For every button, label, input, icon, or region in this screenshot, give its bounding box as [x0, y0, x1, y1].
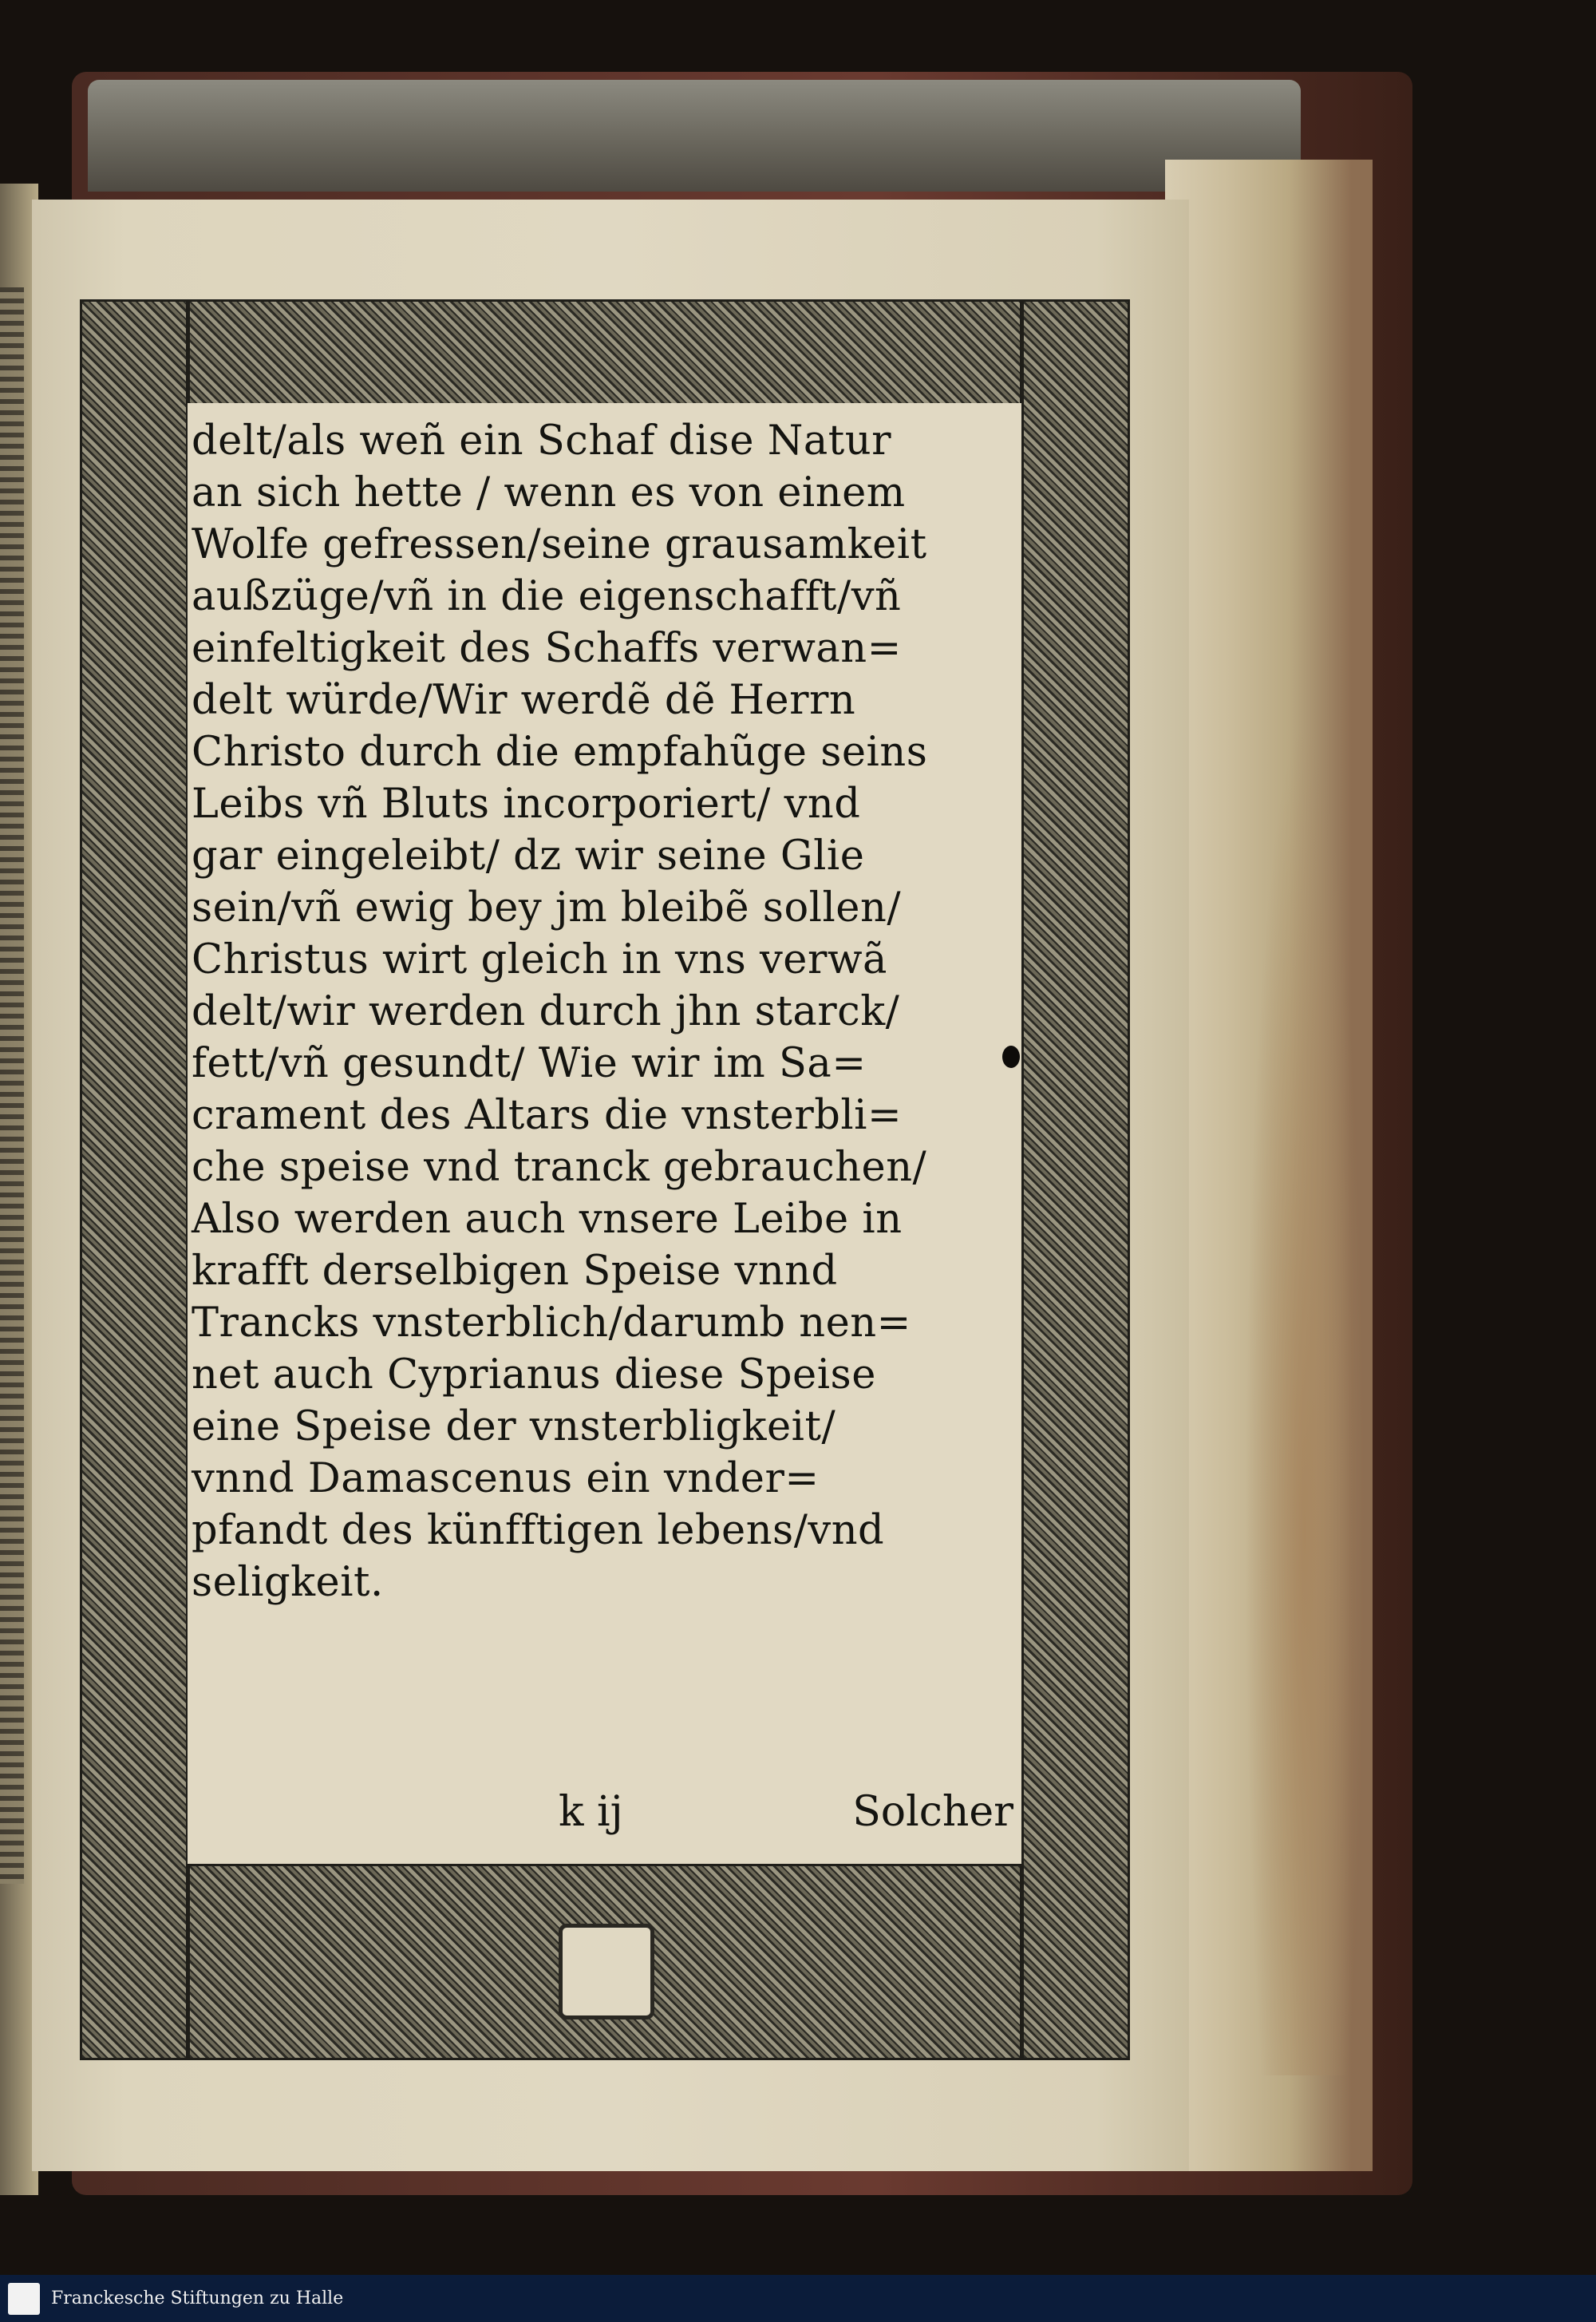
- left-page-woodcut-border: [0, 287, 24, 1884]
- text-line: krafft derselbigen Speise vnnd: [192, 1248, 838, 1295]
- text-line: sein/vñ ewig bey jm bleibẽ sollen/: [192, 884, 902, 932]
- signature-mark: k ij: [559, 1788, 623, 1836]
- text-line: Wolfe gefressen/seine grausamkeit: [192, 521, 927, 568]
- text-line: Also werden auch vnsere Leibe in: [192, 1196, 903, 1243]
- text-line: delt/als weñ ein Schaf dise Natur: [192, 417, 891, 465]
- ink-spot: [1002, 1046, 1020, 1068]
- woodcut-border-top: [188, 299, 1022, 408]
- text-line: Christus wirt gleich in vns verwã: [192, 936, 887, 983]
- text-line: net auch Cyprianus diese Speise: [192, 1351, 876, 1398]
- woodcut-border-right: [1021, 299, 1130, 2060]
- page-footer-line: [192, 1788, 1013, 1844]
- text-line: Trancks vnsterblich/darumb nen=: [192, 1299, 911, 1347]
- archive-label: Franckesche Stiftungen zu Halle: [51, 2288, 344, 2308]
- text-line: vnnd Damascenus ein vnder=: [192, 1455, 820, 1502]
- text-line: delt/wir werden durch jhn starck/: [192, 988, 900, 1035]
- text-line: fett/vñ gesundt/ Wie wir im Sa=: [192, 1040, 867, 1087]
- text-line: Leibs vñ Bluts incorporiert/ vnd: [192, 781, 861, 828]
- woodcut-border-left: [80, 299, 188, 2060]
- text-line: eine Speise der vnsterbligkeit/: [192, 1403, 836, 1450]
- catchword: Solcher: [852, 1788, 1013, 1836]
- text-line: seligkeit.: [192, 1559, 384, 1606]
- page-text: [192, 415, 1013, 1608]
- book-cover-top-edge: [88, 80, 1301, 192]
- foundation-logo-icon: [8, 2283, 40, 2315]
- text-line: crament des Altars die vnsterbli=: [192, 1092, 903, 1139]
- text-line: Christo durch die empfahũge seins: [192, 729, 928, 776]
- fore-edge-stain: [1245, 718, 1365, 2075]
- text-line: delt würde/Wir werdẽ dẽ Herrn: [192, 677, 856, 724]
- text-line: einfeltigkeit des Schaffs verwan=: [192, 625, 902, 672]
- text-line: außzüge/vñ in die eigenschafft/vñ: [192, 573, 902, 620]
- text-line: pfandt des künfftigen lebens/vnd: [192, 1507, 885, 1554]
- archive-footer-bar: [0, 2275, 1596, 2322]
- text-line: gar eingeleibt/ dz wir seine Glie: [192, 833, 865, 880]
- blank-cartouche: [559, 1924, 654, 2019]
- text-line: che speise vnd tranck gebrauchen/: [192, 1144, 927, 1191]
- text-line: an sich hette / wenn es von einem: [192, 469, 906, 516]
